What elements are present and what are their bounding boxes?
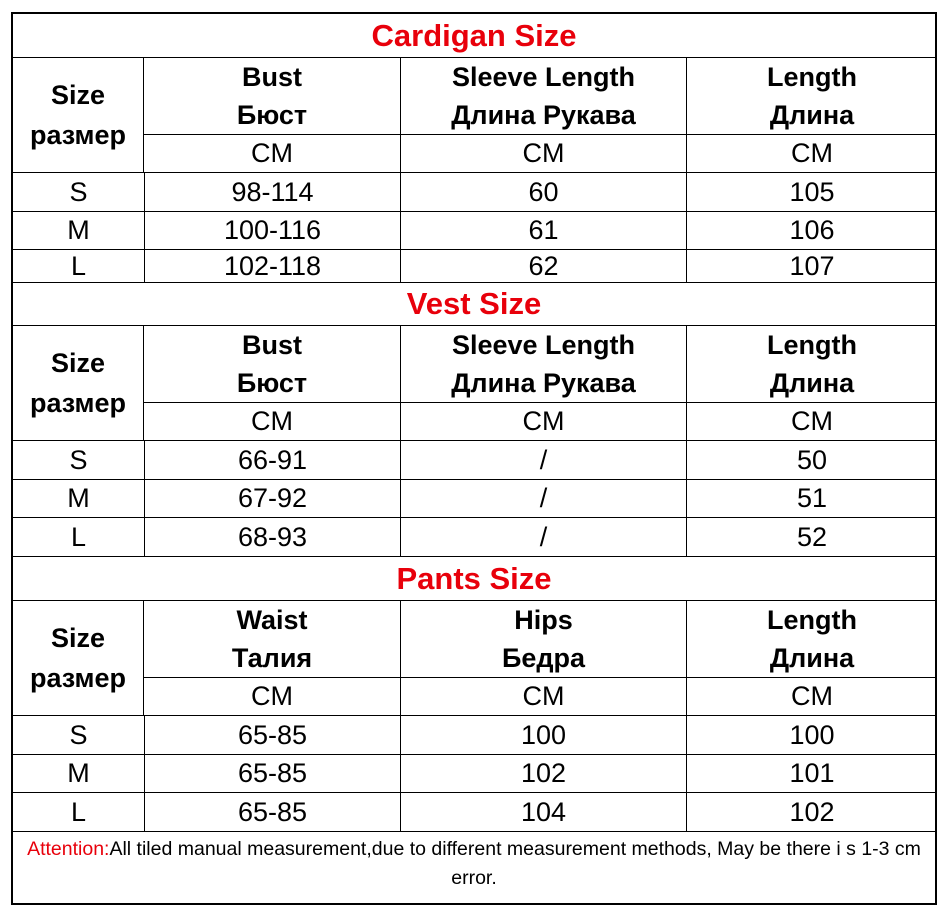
header-en: Hips [514,605,573,635]
header-ru: Талия [231,643,313,673]
size-label-ru: размер [29,663,127,693]
table-row [13,518,935,557]
value-cell: 68-93 [144,518,400,556]
header-ru: Длина Рукава [451,368,636,398]
unit-cell: CM [251,681,293,711]
pants-header-waist [144,601,400,677]
header-en: Length [767,605,857,635]
vest-title: Vest Size [13,283,935,326]
value-cell: / [400,441,686,479]
unit-cell: CM [400,678,686,715]
table-row [13,755,935,793]
value-cell: / [400,480,686,517]
value-cell: 61 [400,212,686,249]
header-en: Sleeve Length [451,330,636,360]
cardigan-header-row [144,58,935,135]
vest-header-bust [144,326,400,402]
value-cell: 106 [686,212,937,249]
header-en: Length [767,330,857,360]
header-en: Sleeve Length [451,62,636,92]
attention-note [13,825,935,903]
size-label-ru: размер [29,388,127,418]
table-row [13,716,935,755]
size-cell: M [67,758,90,788]
pants-title: Pants Size [13,557,935,601]
cardigan-units-row [144,135,935,173]
header-ru: Длина [769,368,855,398]
vest-units-row [144,403,935,441]
value-cell: 102-118 [144,250,400,282]
unit-cell: CM [251,406,293,436]
value-cell: 65-85 [144,793,400,831]
pants-header-hips [400,601,686,677]
value-cell: 65-85 [144,716,400,754]
cardigan-size-label [13,58,144,173]
header-ru: Длина [769,643,855,673]
header-ru: Бюст [236,368,308,398]
size-cell: L [70,521,87,552]
cardigan-header-bust [144,58,400,134]
value-cell: 107 [686,250,937,282]
pants-header-length [686,601,937,677]
header-en: Bust [242,62,302,92]
header-ru: Длина Рукава [451,100,636,130]
size-cell: L [70,250,87,281]
table-row [13,173,935,212]
size-cell: M [67,483,90,513]
unit-cell: CM [686,678,937,715]
value-cell: 62 [400,250,686,282]
size-label-ru: размер [29,120,127,150]
vest-header-length [686,326,937,402]
size-label-en: Size [50,623,106,653]
unit-cell: CM [400,403,686,440]
cardigan-title: Cardigan Size [13,14,935,58]
value-cell: 51 [686,480,937,517]
size-cell: S [69,719,88,750]
table-row [13,250,935,283]
size-cell: S [69,176,88,207]
size-label-en: Size [50,80,106,110]
value-cell: 60 [400,173,686,211]
value-cell: 104 [400,793,686,831]
value-cell: 66-91 [144,441,400,479]
value-cell: 52 [686,518,937,556]
header-en: Waist [236,605,308,635]
value-cell: 101 [686,755,937,792]
unit-cell: CM [686,403,937,440]
table-row [13,441,935,480]
attention-label: Attention: [27,838,110,860]
size-cell: S [69,444,88,475]
value-cell: 102 [400,755,686,792]
attention-text: All tiled manual measurement,due to different measurement methods, May be there i s 1-3 cm error. [109,838,921,889]
value-cell: / [400,518,686,556]
header-ru: Длина [769,100,855,130]
header-ru: Бедра [501,643,586,673]
value-cell: 50 [686,441,937,479]
header-en: Bust [242,330,302,360]
size-cell: L [70,796,87,827]
table-row [13,212,935,250]
size-label-en: Size [50,348,106,378]
header-en: Length [767,62,857,92]
cardigan-header-sleeve [400,58,686,134]
unit-cell: CM [251,138,293,168]
value-cell: 100-116 [144,212,400,249]
value-cell: 105 [686,173,937,211]
vest-size-label [13,326,144,441]
value-cell: 100 [686,716,937,754]
table-row [13,480,935,518]
value-cell: 67-92 [144,480,400,517]
value-cell: 98-114 [144,173,400,211]
unit-cell: CM [400,135,686,172]
pants-size-label [13,601,144,716]
header-ru: Бюст [236,100,308,130]
pants-header-row [144,601,935,678]
vest-header-row [144,326,935,403]
cardigan-header-length [686,58,937,134]
vest-header-sleeve [400,326,686,402]
value-cell: 102 [686,793,937,831]
value-cell: 65-85 [144,755,400,792]
size-chart [11,12,937,905]
size-cell: M [67,215,90,245]
unit-cell: CM [686,135,937,172]
value-cell: 100 [400,716,686,754]
pants-units-row [144,678,935,716]
